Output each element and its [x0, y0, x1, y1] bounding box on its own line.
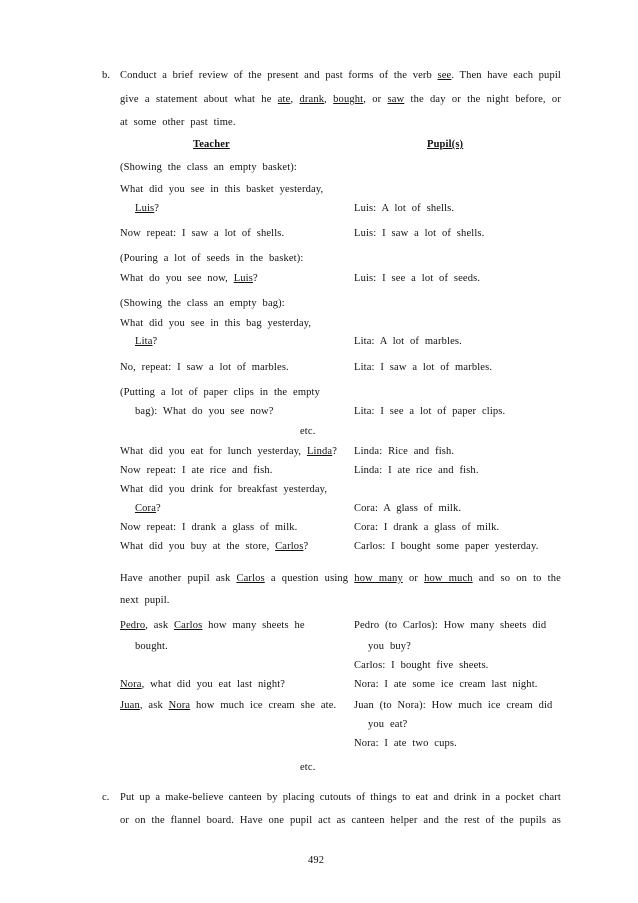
pupil-line: Nora: I ate some ice cream last night.	[354, 679, 538, 690]
pupil-line: you buy?	[368, 641, 411, 652]
teacher-line: (Showing the class an empty basket):	[120, 162, 297, 173]
teacher-line: What did you drink for breakfast yesterday,	[120, 484, 328, 495]
teacher-line: (Pouring a lot of seeds in the basket):	[120, 253, 304, 264]
teacher-line: Now repeat: I drank a glass of milk.	[120, 522, 298, 533]
pupil-line: Lita: I see a lot of paper clips.	[354, 406, 506, 417]
section-c-line-1: Put up a make-believe canteen by placing cutouts of things to eat and drink in a pocket chart	[120, 792, 561, 803]
pupil-line: Lita: A lot of marbles.	[354, 336, 462, 347]
teacher-line: (Putting a lot of paper clips in the empty	[120, 387, 321, 398]
pupil-line: Luis: I saw a lot of shells.	[354, 228, 485, 239]
teacher-line: What did you see in this bag yesterday,	[120, 318, 312, 329]
pupil-line: Carlos: I bought five sheets.	[354, 660, 489, 671]
pupil-line: Linda: Rice and fish.	[354, 446, 455, 457]
teacher-line: What did you buy at the store, Carlos?	[120, 541, 309, 552]
teacher-line: Juan, ask Nora how much ice cream she ate.	[120, 700, 337, 711]
para2-line-2: next pupil.	[120, 595, 170, 606]
etc-marker: etc.	[300, 426, 316, 437]
teacher-line: What did you see in this basket yesterday,	[120, 184, 324, 195]
teacher-line: Now repeat: I ate rice and fish.	[120, 465, 273, 476]
pupil-line: Cora: A glass of milk.	[354, 503, 462, 514]
teacher-line: Pedro, ask Carlos how many sheets he	[120, 620, 305, 631]
para2-line-1: Have another pupil ask Carlos a question using how many or how much and so on to the	[120, 573, 561, 584]
section-c-label: c.	[102, 792, 110, 803]
pupil-line: Luis: A lot of shells.	[354, 203, 455, 214]
page-number: 492	[308, 855, 325, 866]
pupil-line: Juan (to Nora): How much ice cream did	[354, 700, 553, 711]
teacher-line: Now repeat: I saw a lot of shells.	[120, 228, 285, 239]
pupil-line: Nora: I ate two cups.	[354, 738, 457, 749]
pupil-line: Lita: I saw a lot of marbles.	[354, 362, 493, 373]
teacher-line: What did you eat for lunch yesterday, Linda?	[120, 446, 338, 457]
pupil-line: Linda: I ate rice and fish.	[354, 465, 479, 476]
teacher-line: Nora, what did you eat last night?	[120, 679, 286, 690]
teacher-line: bag): What do you see now?	[135, 406, 274, 417]
pupil-line: Cora: I drank a glass of milk.	[354, 522, 500, 533]
pupil-line: Luis: I see a lot of seeds.	[354, 273, 481, 284]
teacher-line: Lita?	[135, 336, 158, 347]
teacher-line: (Showing the class an empty bag):	[120, 298, 285, 309]
pupil-line: Carlos: I bought some paper yesterday.	[354, 541, 539, 552]
teacher-line: What do you see now, Luis?	[120, 273, 258, 284]
teacher-header: Teacher	[193, 139, 230, 150]
section-b-label: b.	[102, 70, 111, 81]
teacher-line: Luis?	[135, 203, 160, 214]
etc-marker: etc.	[300, 762, 316, 773]
teacher-line: bought.	[135, 641, 168, 652]
teacher-line: Cora?	[135, 503, 161, 514]
pupil-line: Pedro (to Carlos): How many sheets did	[354, 620, 547, 631]
pupil-line: you eat?	[368, 719, 408, 730]
verb-see: see	[437, 70, 452, 81]
intro-line-1: Conduct a brief review of the present and past forms of the verb see. Then have each pupil	[120, 70, 561, 81]
pupil-header: Pupil(s)	[427, 139, 464, 150]
section-c-line-2: or on the flannel board. Have one pupil act as canteen helper and the rest of the pupils as	[120, 815, 561, 826]
intro-line-2: give a statement about what he ate, drank, bought, or saw the day or the night before, or	[120, 94, 561, 105]
teacher-line: No, repeat: I saw a lot of marbles.	[120, 362, 289, 373]
intro-line-3: at some other past time.	[120, 117, 236, 128]
